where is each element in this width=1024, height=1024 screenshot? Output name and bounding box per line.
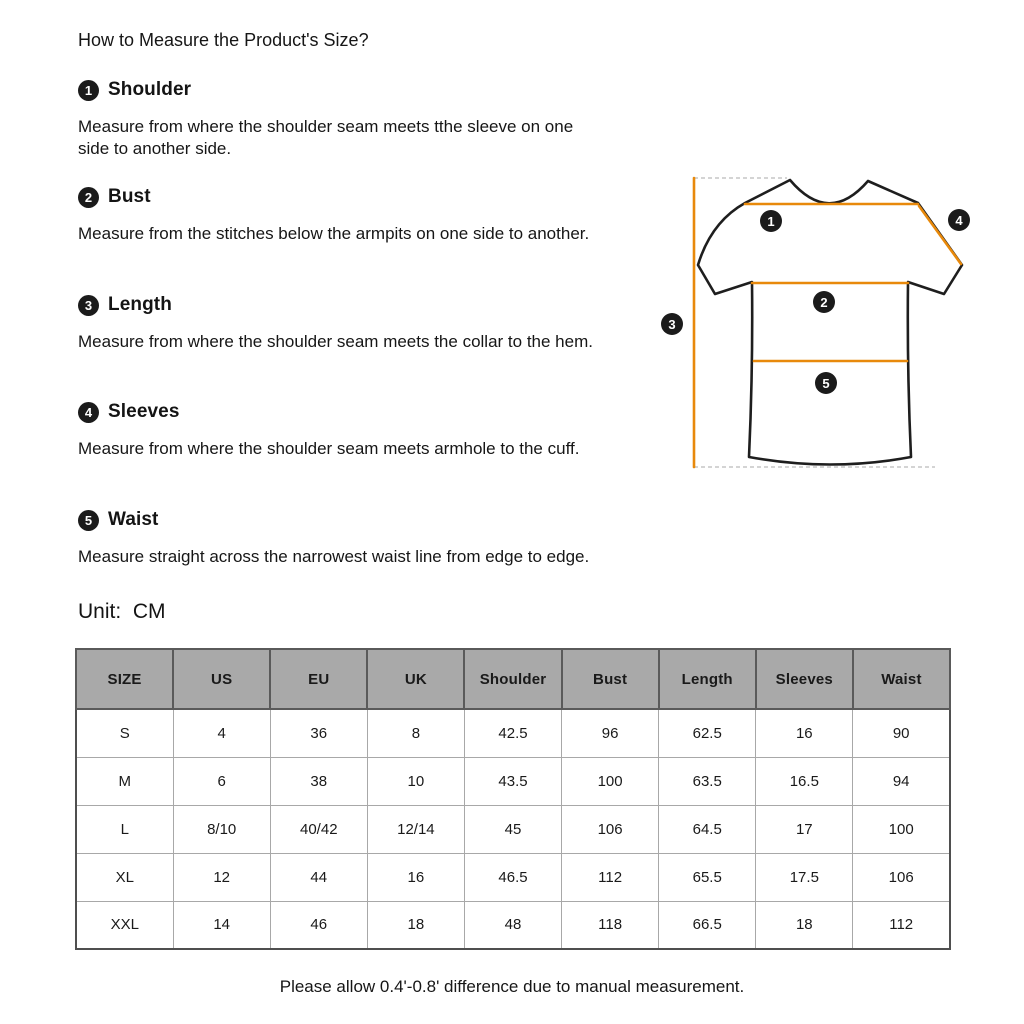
section-heading: Waist (108, 509, 159, 530)
size-table-body (76, 709, 950, 949)
table-cell: 17 (756, 805, 853, 853)
table-header-cell: Shoulder (464, 649, 561, 709)
table-cell: 112 (562, 853, 659, 901)
table-header-cell: Sleeves (756, 649, 853, 709)
section-length (78, 293, 608, 353)
diagram-badge-bust: 2 (813, 291, 835, 313)
section-description: Measure from where the shoulder seam meets the collar to the hem. (78, 332, 593, 351)
section-heading: Length (108, 294, 172, 315)
step-2-badge: 2 (78, 187, 99, 208)
table-header-cell: Bust (562, 649, 659, 709)
table-cell: 63.5 (659, 757, 756, 805)
table-cell: 96 (562, 709, 659, 757)
table-cell: 12/14 (367, 805, 464, 853)
tshirt-outline-drawing (645, 160, 1015, 480)
table-cell: 65.5 (659, 853, 756, 901)
table-cell: S (76, 709, 173, 757)
diagram-badge-shoulder: 1 (760, 210, 782, 232)
section-heading: Shoulder (108, 79, 192, 100)
table-cell: 16 (367, 853, 464, 901)
table-cell: 40/42 (270, 805, 367, 853)
table-cell: 18 (367, 901, 464, 949)
measurement-tolerance-note: Please allow 0.4'-0.8' difference due to manual measurement. (279, 977, 745, 996)
table-header-cell: Waist (853, 649, 950, 709)
table-header-cell: UK (367, 649, 464, 709)
table-cell: 44 (270, 853, 367, 901)
table-cell: 18 (756, 901, 853, 949)
diagram-badge-length: 3 (661, 313, 683, 335)
table-cell: 106 (562, 805, 659, 853)
table-cell: 66.5 (659, 901, 756, 949)
page-title: How to Measure the Product's Size? (78, 30, 369, 50)
step-5-badge: 5 (78, 510, 99, 531)
section-sleeves (78, 400, 608, 460)
section-waist (78, 508, 608, 568)
section-heading: Sleeves (108, 401, 180, 422)
table-row (76, 757, 950, 805)
tshirt-shape (698, 180, 962, 465)
diagram-badge-sleeves: 4 (948, 209, 970, 231)
table-cell: 16.5 (756, 757, 853, 805)
table-cell: 112 (853, 901, 950, 949)
table-header-cell: SIZE (76, 649, 173, 709)
table-cell: XL (76, 853, 173, 901)
table-cell: 12 (173, 853, 270, 901)
table-row (76, 901, 950, 949)
diagram-badge-waist: 5 (815, 372, 837, 394)
size-table-header-row (76, 649, 950, 709)
table-cell: 4 (173, 709, 270, 757)
table-cell: 46.5 (464, 853, 561, 901)
table-cell: 90 (853, 709, 950, 757)
section-shoulder (78, 78, 608, 160)
section-description: Measure from the stitches below the armpits on one side to another. (78, 224, 590, 243)
table-cell: 46 (270, 901, 367, 949)
table-cell: 17.5 (756, 853, 853, 901)
table-cell: 10 (367, 757, 464, 805)
table-cell: 100 (853, 805, 950, 853)
table-header-cell: US (173, 649, 270, 709)
table-header-cell: Length (659, 649, 756, 709)
tshirt-measurement-diagram (645, 160, 1015, 480)
table-cell: 100 (562, 757, 659, 805)
section-description: Measure from where the shoulder seam meets armhole to the cuff. (78, 439, 580, 458)
table-cell: XXL (76, 901, 173, 949)
table-header-cell: EU (270, 649, 367, 709)
table-cell: L (76, 805, 173, 853)
table-cell: 8/10 (173, 805, 270, 853)
table-cell: 36 (270, 709, 367, 757)
table-cell: 8 (367, 709, 464, 757)
table-cell: 14 (173, 901, 270, 949)
table-cell: 106 (853, 853, 950, 901)
unit-label: Unit: CM (78, 600, 166, 623)
table-cell: 42.5 (464, 709, 561, 757)
table-cell: 6 (173, 757, 270, 805)
table-cell: 38 (270, 757, 367, 805)
table-cell: 64.5 (659, 805, 756, 853)
section-description: Measure from where the shoulder seam meets tthe sleeve on one side to another side. (78, 117, 574, 158)
section-description: Measure straight across the narrowest waist line from edge to edge. (78, 547, 590, 566)
table-row (76, 709, 950, 757)
table-cell: 94 (853, 757, 950, 805)
table-cell: 48 (464, 901, 561, 949)
section-bust (78, 185, 608, 245)
step-4-badge: 4 (78, 402, 99, 423)
step-3-badge: 3 (78, 295, 99, 316)
table-cell: 62.5 (659, 709, 756, 757)
table-cell: 45 (464, 805, 561, 853)
table-row (76, 853, 950, 901)
size-chart-table (75, 648, 951, 950)
table-cell: 16 (756, 709, 853, 757)
table-cell: M (76, 757, 173, 805)
table-cell: 118 (562, 901, 659, 949)
table-cell: 43.5 (464, 757, 561, 805)
step-1-badge: 1 (78, 80, 99, 101)
section-heading: Bust (108, 186, 151, 207)
table-row (76, 805, 950, 853)
